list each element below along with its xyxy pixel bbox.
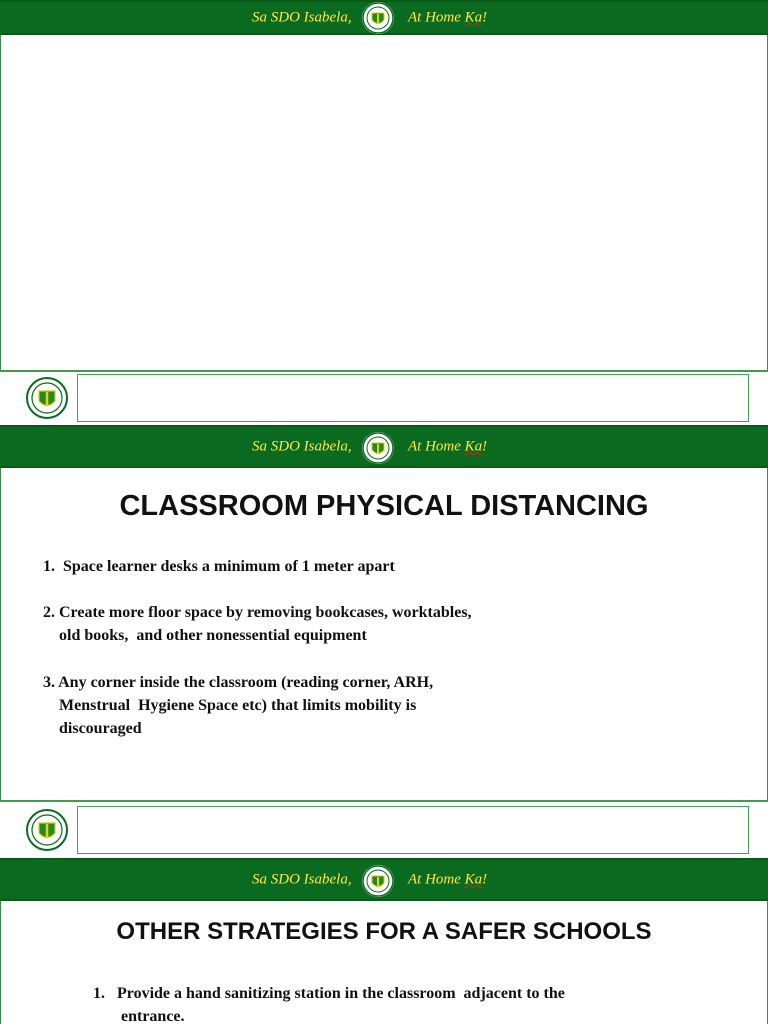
slide-1-footer [0, 370, 768, 425]
banner-right-end: ! [482, 438, 488, 454]
banner-right-end: ! [482, 871, 488, 887]
list-item: 1. Provide a hand sanitizing station in the classroom adjacent to the [93, 985, 565, 1002]
banner-right-text [408, 438, 487, 455]
list-item: discouraged [43, 720, 142, 737]
header-banner [0, 425, 768, 468]
slide-title: OTHER STRATEGIES FOR A SAFER SCHOOLS [116, 918, 652, 945]
slide-2-body [0, 468, 768, 800]
banner-right-emph: Ka [464, 438, 483, 454]
banner-right-main: At Home [408, 871, 465, 887]
banner-right-main: At Home [408, 438, 465, 454]
sdo-isabela-seal-icon [26, 377, 68, 419]
list-item: 3. Any corner inside the classroom (reading corner, ARH, [43, 674, 434, 691]
slide-1-body [0, 35, 768, 370]
banner-right-text [408, 9, 487, 26]
list-item: old books, and other nonessential equipment [43, 627, 367, 644]
header-banner [0, 858, 768, 901]
banner-left-text: Sa SDO Isabela, [252, 871, 352, 887]
list-item: 1. Space learner desks a minimum of 1 meter apart [43, 558, 395, 575]
sdo-isabela-seal-icon [362, 2, 394, 34]
sdo-isabela-seal-icon [362, 432, 394, 464]
list-item: entrance. [93, 1008, 185, 1025]
footer-text-box [77, 374, 749, 422]
banner-right-emph: Ka [464, 871, 483, 887]
slide-2-footer [0, 800, 768, 858]
banner-right-emph: Ka [464, 9, 483, 25]
header-banner [0, 0, 768, 35]
slide-3-body [0, 901, 768, 1024]
slide-title: CLASSROOM PHYSICAL DISTANCING [119, 490, 649, 522]
banner-right-main: At Home [408, 9, 465, 25]
banner-left-text: Sa SDO Isabela, [252, 438, 352, 454]
sdo-isabela-seal-icon [26, 809, 68, 851]
list-item: 2. Create more floor space by removing bookcases, worktables, [43, 604, 472, 621]
list-item: Menstrual Hygiene Space etc) that limits mobility is [43, 697, 417, 714]
banner-left-text: Sa SDO Isabela, [252, 9, 352, 25]
banner-right-end: ! [482, 9, 488, 25]
sdo-isabela-seal-icon [362, 865, 394, 897]
footer-text-box [77, 806, 749, 854]
banner-right-text [408, 871, 487, 888]
